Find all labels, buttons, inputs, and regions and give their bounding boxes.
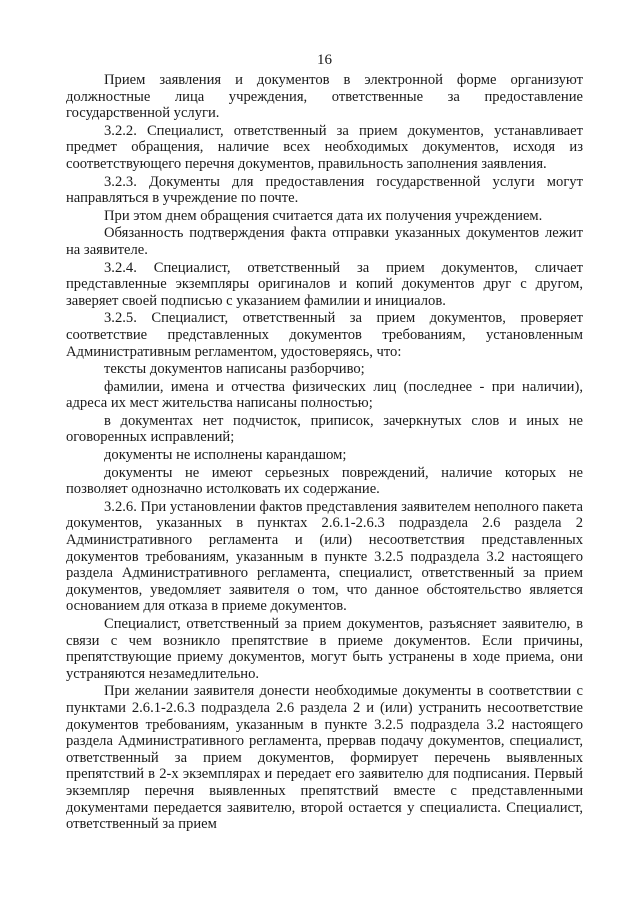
list-item-no-erasures: в документах нет подчисток, приписок, зачеркнутых слов и иных не оговоренных исправлений; xyxy=(66,412,583,446)
paragraph-3-2-3: 3.2.3. Документы для предоставления государственной услуги могут направляться в учреждение по почте. xyxy=(66,173,583,207)
paragraph-date-of-receipt: При этом днем обращения считается дата их получения учреждением. xyxy=(104,207,543,224)
list-item-full-names: фамилии, имена и отчества физических лиц (последнее - при наличии), адреса их мест жительства написаны полностью; xyxy=(66,378,583,412)
paragraph-explanation: Специалист, ответственный за прием документов, разъясняет заявителю, в связи с чем возникло препятствие в приеме документов. Если причины, препятствующие приему документов, могут быть устранены в ходе приема, они устраняются незамедлительно. xyxy=(66,616,583,682)
paragraph-applicant-request: При желании заявителя донести необходимые документы в соответствии с пунктами 2.6.1-2.6.3 подраздела 2.6 раздела 2 и (или) устранить несоответствие документов требованиям, указанным в пункте 3.2.5 подраздела 3.2 настоящего раздела Административного регламента, прервав подачу документов, специалист, ответственный за прием документов, формирует перечень выявленных препятствий в 2-х экземплярах и передает его заявителю для подписания. Первый экземпляр перечня выявленных препятствий вместе с представленными документами передается заявителю, второй остается у специалиста. Специалист, ответственный за прием xyxy=(66,683,583,833)
paragraph-3-2-5: 3.2.5. Специалист, ответственный за прием документов, проверяет соответствие представленных документов требованиям, установленным Административным регламентом, удостоверяясь, что: xyxy=(66,310,583,360)
paragraph-electronic-intake: Прием заявления и документов в электронной форме организуют должностные лица учреждения, ответственные за предоставление государственной услуги. xyxy=(66,72,583,122)
page-number: 16 xyxy=(317,52,332,68)
paragraph-3-2-6: 3.2.6. При установлении фактов представления заявителем неполного пакета документов, указанных в пунктах 2.6.1-2.6.3 подраздела 2.6 раздела 2 Административного регламента и (или) несоответствия представленных документов требованиям, указанным в пункте 3.2.5 подраздела 3.2 настоящего раздела Административного регламента, специалист, ответственный за прием документов, уведомляет заявителя о том, что данное обстоятельство является основанием для отказа в приеме документов. xyxy=(66,498,583,615)
list-item-no-pencil: документы не исполнены карандашом; xyxy=(104,447,347,464)
paragraph-proof-obligation: Обязанность подтверждения факта отправки указанных документов лежит на заявителе. xyxy=(66,225,583,258)
list-item-no-damage: документы не имеют серьезных повреждений, наличие которых не позволяет однозначно истолковать их содержание. xyxy=(66,464,583,498)
paragraph-3-2-4: 3.2.4. Специалист, ответственный за прием документов, сличает представленные экземпляры оригиналов и копий документов друг с другом, заверяет своей подписью с указанием фамилии и инициалов. xyxy=(66,259,583,309)
list-item-legible: тексты документов написаны разборчиво; xyxy=(104,361,365,378)
paragraph-3-2-2: 3.2.2. Специалист, ответственный за прием документов, устанавливает предмет обращения, наличие всех необходимых документов, исходя из соответствующего перечня документов, правильность заполнения заявления. xyxy=(66,122,583,172)
